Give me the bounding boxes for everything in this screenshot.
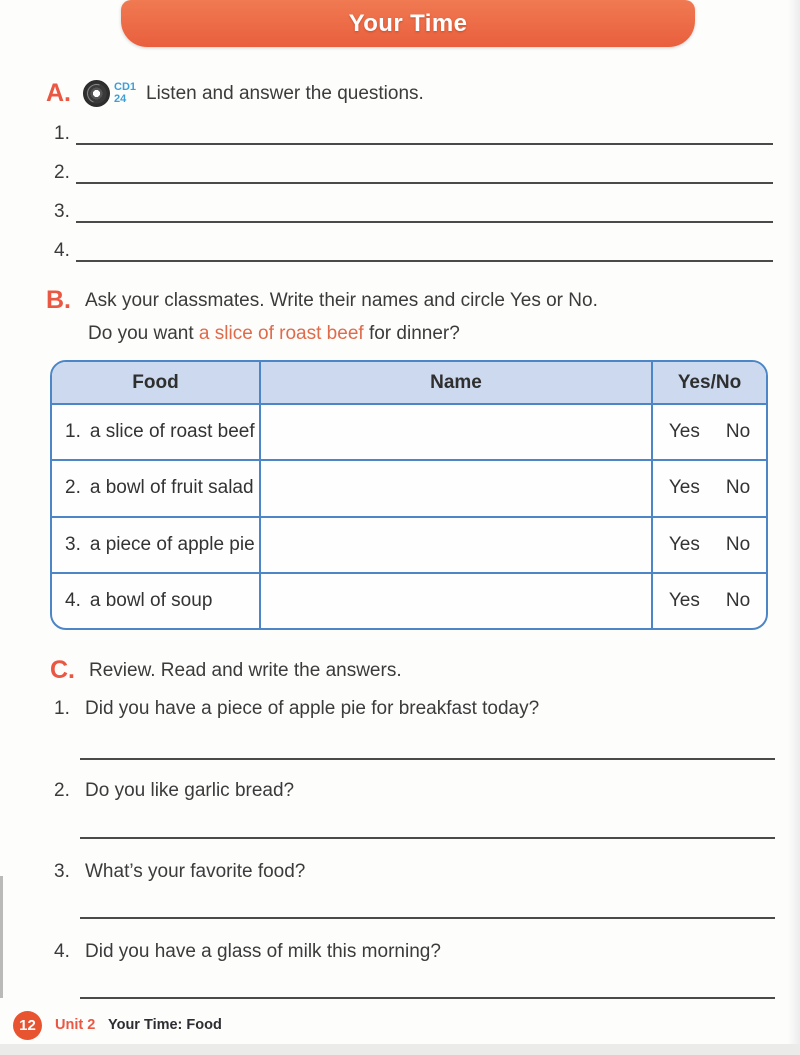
name-cell[interactable] [261,574,653,628]
page-edge-shadow-bottom [0,1044,800,1055]
line-number: 2. [54,162,70,183]
section-b-instruction: Ask your classmates. Write their names and circle Yes or No. [85,289,598,311]
answer-line[interactable] [80,837,775,839]
question-row-2 [54,780,775,802]
survey-table [50,360,768,630]
yes-no-cell [653,518,766,572]
line-number: 1. [54,123,70,144]
no-option[interactable]: No [725,421,751,443]
section-b-header [46,288,598,313]
survey-table-header [52,362,766,405]
question-number: 2. [54,780,70,801]
question-number: 1. [54,698,70,719]
section-a-letter: A. [46,79,71,107]
table-row [52,516,766,572]
section-c-instruction: Review. Read and write the answers. [89,659,402,681]
yes-no-cell [653,574,766,628]
question-text: What’s your favorite food? [85,861,306,882]
prompt-suffix: for dinner? [363,323,460,344]
row-number: 1. [65,421,81,443]
cd-label-disc: CD1 [114,80,137,93]
question-row-4 [54,941,775,963]
question-number: 4. [54,941,70,962]
question-text: Did you have a glass of milk this morning? [85,941,441,962]
line-number: 4. [54,240,70,261]
yes-no-cell [653,461,766,515]
no-option[interactable]: No [725,589,751,611]
line-number: 3. [54,201,70,222]
question-row-1 [54,698,775,720]
listen-answer-row-2 [54,157,773,184]
section-b-letter: B. [46,286,71,314]
food-label: a piece of apple pie [89,533,255,555]
food-label: a bowl of fruit salad [89,477,254,499]
header-yes-no: Yes/No [677,371,742,393]
question-text: Do you like garlic bread? [85,780,295,801]
question-number: 3. [54,861,70,882]
table-row [52,572,766,628]
food-cell [52,574,261,628]
listen-answer-row-1 [54,118,773,145]
row-number: 4. [65,589,81,611]
prompt-prefix: Do you want [88,323,199,344]
question-row-3 [54,861,775,883]
food-label: a bowl of soup [89,589,213,611]
yes-option[interactable]: Yes [668,477,700,499]
header-food: Food [52,362,261,403]
name-cell[interactable] [261,405,653,459]
question-text: Did you have a piece of apple pie for breakfast today? [85,698,540,719]
section-a-instruction: Listen and answer the questions. [146,82,424,104]
answer-line[interactable] [76,194,773,223]
section-c-letter: C. [50,656,75,684]
yes-option[interactable]: Yes [668,533,700,555]
cd-label-track: 24 [114,92,127,105]
food-cell [52,518,261,572]
unit-title: Your Time: Food [108,1017,222,1033]
yes-option[interactable]: Yes [668,589,700,611]
name-cell[interactable] [261,461,653,515]
answer-line[interactable] [80,758,775,760]
page-banner [121,0,695,47]
yes-no-cell [653,405,766,459]
answer-line[interactable] [76,155,773,184]
page-edge-shadow-left [0,876,3,998]
header-name: Name [261,362,653,403]
yes-option[interactable]: Yes [668,421,700,443]
food-cell [52,405,261,459]
food-cell [52,461,261,515]
prompt-highlight: a slice of roast beef [198,323,364,344]
table-row [52,459,766,515]
section-b-prompt [88,323,460,345]
page-number-badge [13,1011,42,1040]
page-title: Your Time [348,9,468,37]
cd-icon [83,80,110,107]
answer-line[interactable] [80,917,775,919]
cd-track-label [114,82,136,105]
answer-line[interactable] [80,997,775,999]
answer-line[interactable] [76,116,773,145]
table-row [52,405,766,459]
food-label: a slice of roast beef [89,421,255,443]
section-c-header [50,658,402,683]
no-option[interactable]: No [725,477,751,499]
row-number: 2. [65,477,81,499]
listen-answer-row-3 [54,196,773,223]
page-edge-shadow-right [788,0,800,1055]
no-option[interactable]: No [725,533,751,555]
row-number: 3. [65,533,81,555]
name-cell[interactable] [261,518,653,572]
answer-line[interactable] [76,233,773,262]
survey-table-body [52,405,766,628]
unit-label: Unit 2 [55,1017,96,1033]
page-number: 12 [19,1017,36,1034]
listen-answer-row-4 [54,235,773,262]
section-a-header [46,80,424,107]
